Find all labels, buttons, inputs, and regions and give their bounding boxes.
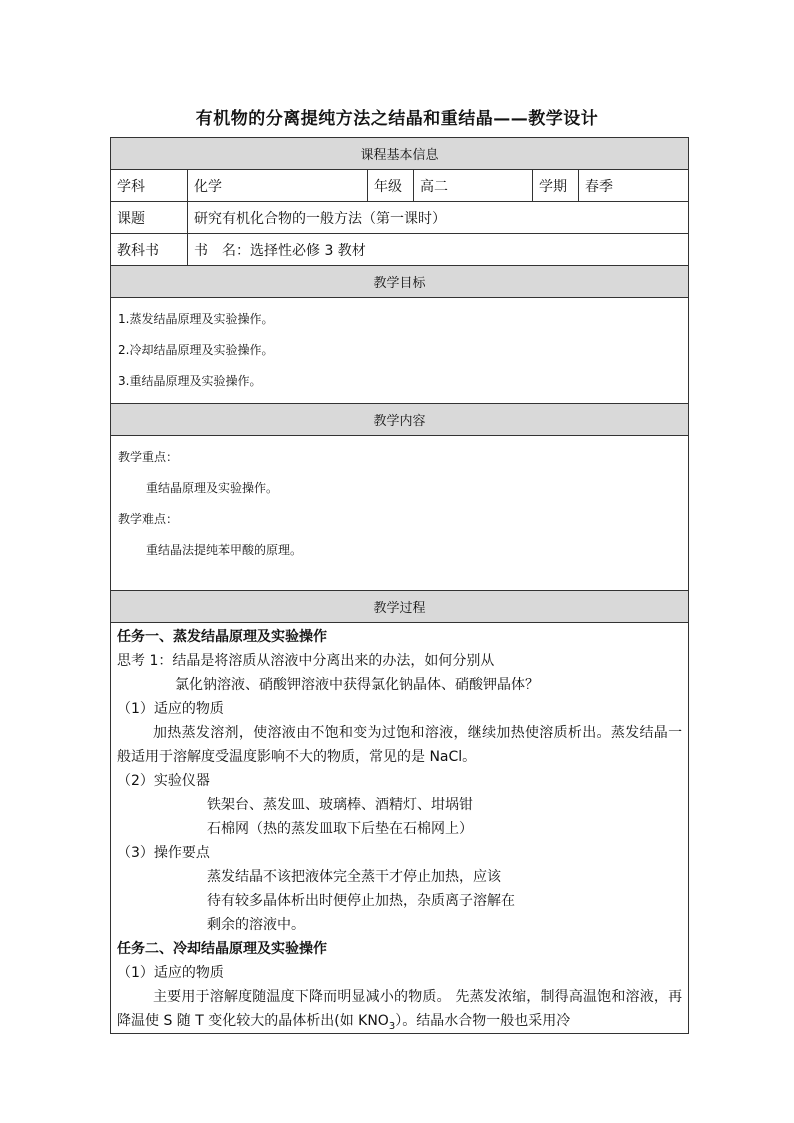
objective-item: 1.蒸发结晶原理及实验操作。 [118, 312, 274, 326]
term-label: 学期 [533, 170, 579, 202]
think1-line2: 氯化钠溶液、硝酸钾溶液中获得氯化钠晶体、硝酸钾晶体？ [175, 677, 539, 693]
textbook-value: 书 名：选择性必修 3 教材 [188, 234, 689, 266]
difficulty-label: 教学难点： [118, 512, 179, 526]
objective-item: 2.冷却结晶原理及实验操作。 [118, 343, 274, 357]
content-header: 教学内容 [111, 404, 689, 436]
key-point-label: 教学重点： [118, 450, 179, 464]
think1-line1: 思考 1：结晶是将溶质从溶液中分离出来的办法，如何分别从 [117, 653, 495, 669]
task2-title: 任务二、冷却结晶原理及实验操作 [117, 941, 327, 957]
grade-value: 高二 [414, 170, 533, 202]
task2-text-b: ）。结晶水合物一般也采用冷 [395, 1013, 571, 1029]
term-value: 春季 [579, 170, 689, 202]
objectives-cell [111, 298, 689, 404]
lesson-plan-table [110, 137, 689, 1034]
section3-title: （3）操作要点 [117, 845, 210, 861]
basic-info-header: 课程基本信息 [111, 138, 689, 170]
objectives-header: 教学目标 [111, 266, 689, 298]
task2-section1-title: （1）适应的物质 [117, 965, 224, 981]
section1-title: （1）适应的物质 [117, 701, 224, 717]
section3-line1: 蒸发结晶不该把液体完全蒸干才停止加热，应该 [207, 869, 501, 885]
subject-value: 化学 [188, 170, 368, 202]
section1-text: 加热蒸发溶剂，使溶液由不饱和变为过饱和溶液，继续加热使溶质析出。蒸发结晶一般适用于溶解度受温度影响不大的物质，常见的是 NaCl。 [117, 725, 683, 765]
objective-item: 3.重结晶原理及实验操作。 [118, 374, 262, 388]
key-point-text: 重结晶原理及实验操作。 [146, 481, 279, 495]
section2-line2: 石棉网（热的蒸发皿取下后垫在石棉网上） [207, 821, 473, 837]
topic-label: 课题 [111, 202, 188, 234]
section2-title: （2）实验仪器 [117, 773, 210, 789]
task2-section1-text [117, 985, 682, 1033]
topic-value: 研究有机化合物的一般方法（第一课时） [188, 202, 689, 234]
difficulty-text: 重结晶法提纯苯甲酸的原理。 [146, 543, 303, 557]
subject-label: 学科 [111, 170, 188, 202]
task2-subscript: 3 [388, 1020, 396, 1032]
task2-text-a: 主要用于溶解度随温度下降而明显减小的物质。 先蒸发浓缩，制得高温饱和溶液，再降温使 S 随 T 变化较大的晶体析出(如 KNO [117, 989, 683, 1029]
process-cell [111, 623, 689, 1034]
content-cell [111, 436, 689, 591]
document-title: 有机物的分离提纯方法之结晶和重结晶——教学设计 [195, 109, 599, 129]
textbook-label: 教科书 [111, 234, 188, 266]
task1-title: 任务一、蒸发结晶原理及实验操作 [117, 629, 327, 645]
process-header: 教学过程 [111, 591, 689, 623]
grade-label: 年级 [368, 170, 414, 202]
section2-line1: 铁架台、蒸发皿、玻璃棒、酒精灯、坩埚钳 [207, 797, 473, 813]
section3-line2: 待有较多晶体析出时便停止加热，杂质离子溶解在 [207, 893, 515, 909]
section3-line3: 剩余的溶液中。 [207, 917, 305, 933]
